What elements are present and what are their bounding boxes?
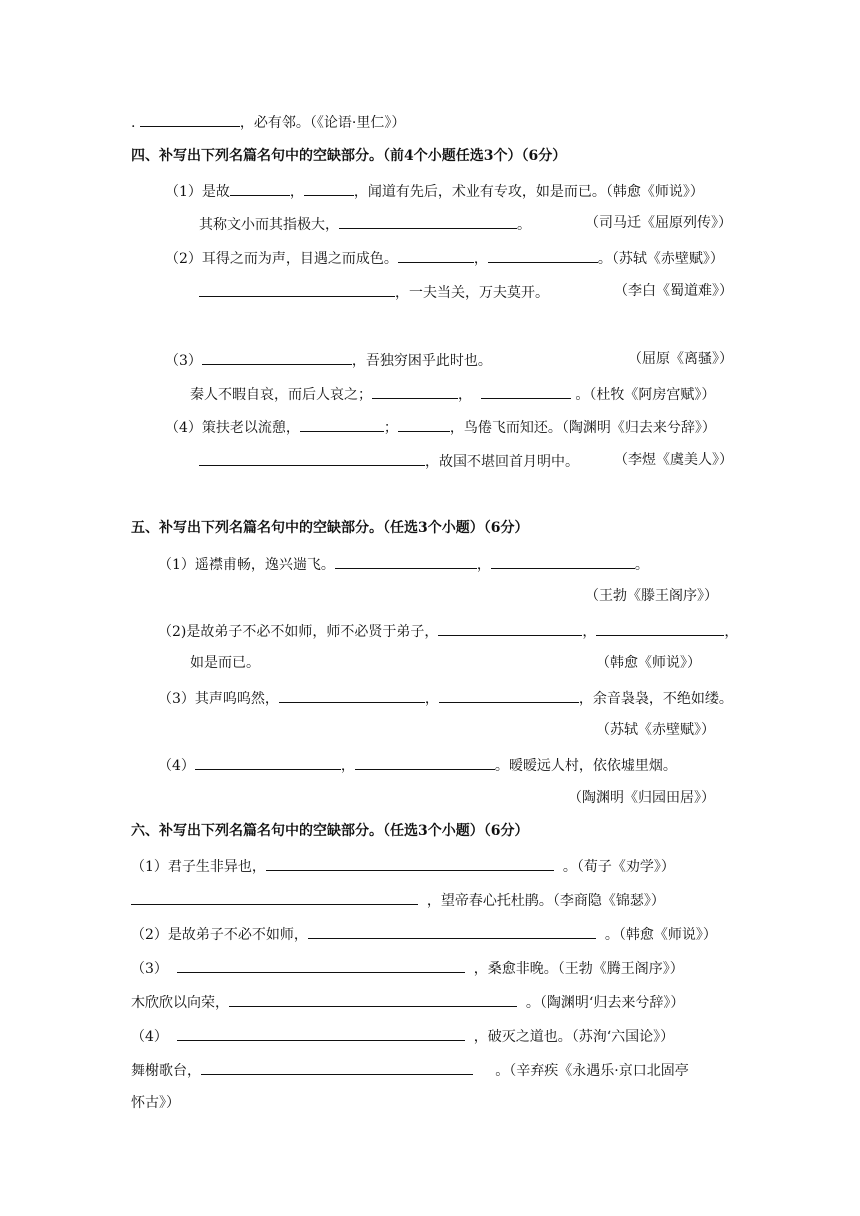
blank[interactable]	[596, 620, 724, 636]
s4-q3a: （3） ，吾独穷困乎此时也。	[165, 349, 492, 371]
s4-q1a: （1）是故 ， ，闻道有先后，术业有专攻，如是而已。（韩愈《师说》）	[165, 180, 704, 202]
s4-q4a: （4）策扶老以流憩， ； ，鸟倦飞而知还。（陶渊明《归去来兮辞》）	[165, 416, 716, 438]
blank[interactable]	[481, 383, 571, 399]
s4-q3a-source: （屈原《离骚》）	[628, 351, 733, 367]
s5-q2-source: （韩愈《师说》）	[596, 655, 701, 671]
s5-q1: （1）遥襟甫畅，逸兴遄飞。 ， 。	[158, 553, 649, 575]
s4-q2b-source: （李白《蜀道难》）	[614, 283, 733, 299]
blank[interactable]	[201, 1059, 473, 1075]
s4-q1b: 其称文小而其指极大， 。	[199, 213, 531, 235]
blank[interactable]	[199, 450, 425, 466]
section-5-title: 五、补写出下列名篇名句中的空缺部分。（任选3个小题）（6分）	[131, 520, 529, 536]
blank[interactable]	[304, 180, 354, 196]
s5-q1-source: （王勃《滕王阁序》）	[585, 588, 718, 604]
s6-l7: 舞榭歌台， 。（辛弃疾《永遇乐·京口北固亭	[131, 1059, 689, 1081]
s4-q4b-source: （李煜《虞美人》）	[614, 452, 733, 468]
blank[interactable]	[438, 620, 582, 636]
blank[interactable]	[335, 553, 477, 569]
s5-q2: （2)是故弟子不必不如师，师不必贤于弟子， ， ，	[158, 620, 738, 642]
s5-q2-cont: 如是而已。	[190, 655, 260, 671]
s4-q3b: 秦人不暇自哀，而后人哀之； ， 。（杜牧《阿房宫赋》）	[190, 383, 715, 405]
s4-q2a: （2）耳得之而为声，目遇之而成色。 ， 。（苏轼《赤壁赋》）	[165, 247, 724, 269]
s6-l6: （4） ，破灭之道也。（苏洵‘六国论》）	[131, 1025, 674, 1047]
blank[interactable]	[279, 687, 425, 703]
s6-l3: （2）是故弟子不必不如师， 。（韩愈《师说》）	[131, 923, 717, 945]
blank[interactable]	[439, 687, 579, 703]
s6-l4: （3） ，桑愈非晚。（王勃《腾王阁序》）	[131, 957, 684, 979]
blank[interactable]	[308, 923, 596, 939]
blank[interactable]	[355, 754, 495, 770]
s5-q4: （4） ， 。暧暧远人村，依依墟里烟。	[158, 754, 677, 776]
blank[interactable]	[398, 247, 474, 263]
blank[interactable]	[195, 754, 341, 770]
s6-l5: 木欣欣以向荣， 。（陶渊明‘归去来兮辞》）	[131, 991, 684, 1013]
s6-l2: ，望帝春心托杜鹃。（李商隐《锦瑟》）	[131, 889, 665, 911]
blank[interactable]	[398, 416, 450, 432]
section-4-title: 四、补写出下列名篇名句中的空缺部分。（前4个小题任选3个）（6分）	[131, 148, 567, 164]
blank[interactable]	[177, 957, 465, 973]
section-6-title: 六、补写出下列名篇名句中的空缺部分。（任选3个小题）（6分）	[131, 823, 529, 839]
blank[interactable]	[266, 855, 554, 871]
s6-l1: （1）君子生非异也， 。（荀子《劝学》）	[131, 855, 675, 877]
s4-q4b: ，故国不堪回首月明中。	[199, 450, 579, 472]
blank[interactable]	[131, 889, 418, 905]
blank[interactable]	[300, 416, 384, 432]
blank[interactable]	[488, 247, 598, 263]
blank[interactable]	[199, 281, 395, 297]
s4-q2b: ，一夫当关，万夫莫开。	[199, 281, 549, 303]
s4-q1b-source: （司马迁《屈原列传》）	[585, 215, 732, 231]
blank[interactable]	[229, 991, 517, 1007]
blank[interactable]	[372, 383, 458, 399]
blank[interactable]	[230, 180, 290, 196]
s6-l8: 怀古》）	[131, 1095, 180, 1111]
blank[interactable]	[202, 349, 352, 365]
s5-q3-source: （苏轼《赤壁赋》）	[596, 722, 715, 738]
s3-line: . ，必有邻。（《论语·里仁》）	[131, 111, 405, 133]
blank[interactable]	[140, 111, 240, 127]
blank[interactable]	[339, 213, 517, 229]
s5-q3: （3）其声呜呜然， ， ，余音袅袅，不绝如缕。	[158, 687, 733, 709]
blank[interactable]	[177, 1025, 465, 1041]
s5-q4-source: （陶渊明《归园田居》）	[568, 790, 715, 806]
blank[interactable]	[491, 553, 635, 569]
